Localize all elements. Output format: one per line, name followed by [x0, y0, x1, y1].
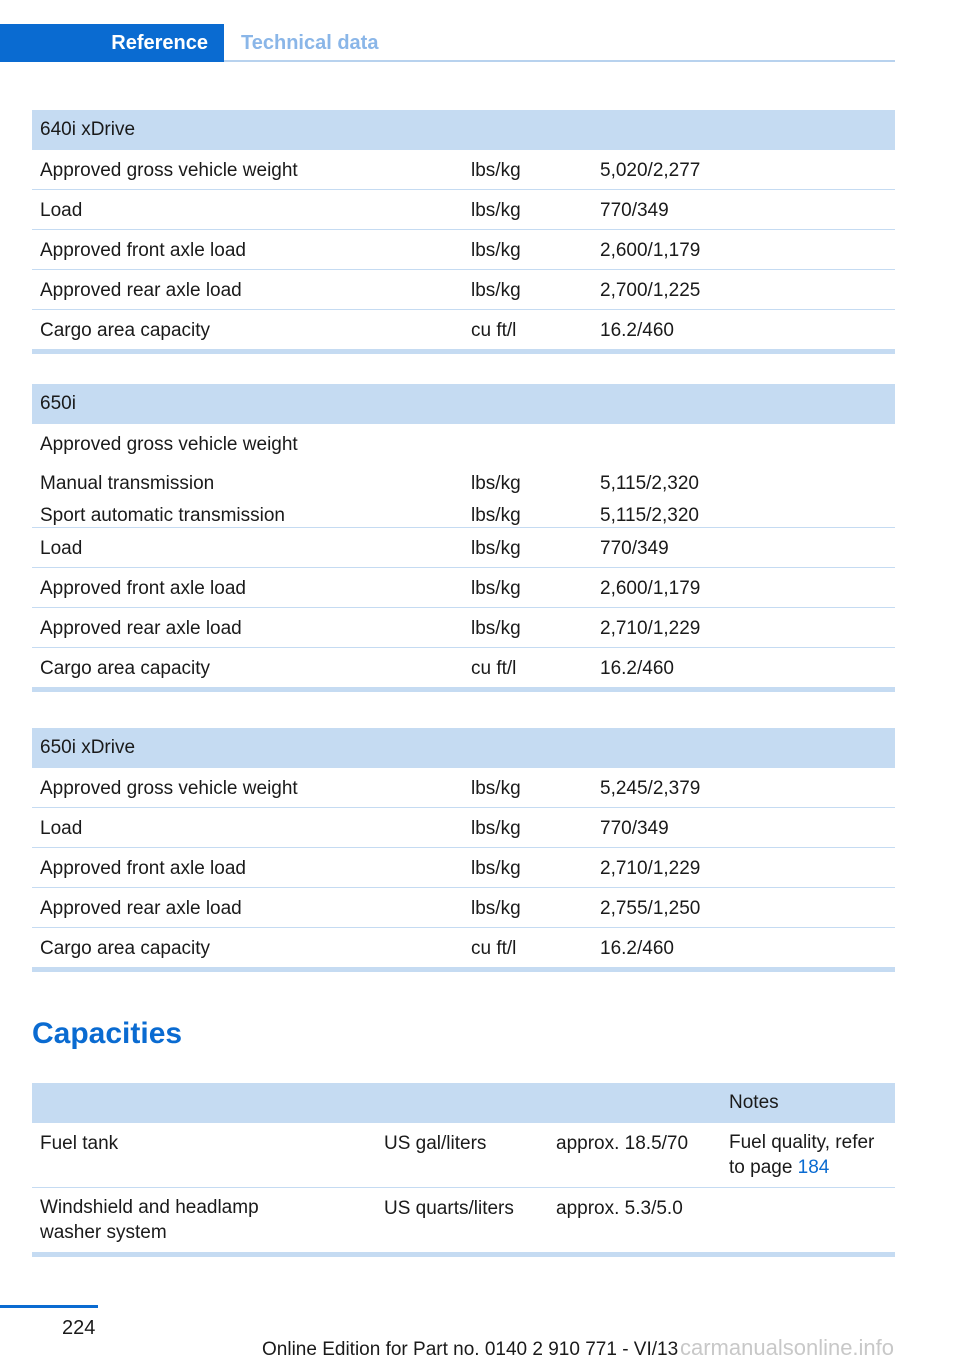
row-unit: lbs/kg — [471, 200, 521, 221]
table-title: 640i xDrive — [32, 110, 895, 150]
row-label: Approved front axle load — [40, 858, 246, 879]
capacity-value: approx. 18.5/70 — [556, 1133, 689, 1154]
notes-header: Notes — [729, 1092, 779, 1113]
table-row — [32, 808, 895, 848]
table-row — [32, 150, 895, 190]
row-value: 5,115/2,320 — [600, 505, 699, 526]
capacities-heading: Capacities — [32, 1017, 183, 1050]
table-row — [32, 888, 895, 928]
row-value: 16.2/460 — [600, 320, 674, 341]
row-unit: cu ft/l — [471, 320, 517, 341]
section-title[interactable]: Technical data — [241, 32, 379, 54]
row-label: Load — [40, 818, 83, 839]
page-link[interactable]: 184 — [797, 1157, 830, 1178]
table-row — [32, 190, 895, 230]
row-label: Cargo area capacity — [40, 938, 211, 959]
reference-tab[interactable]: Reference — [0, 24, 224, 62]
row-unit: lbs/kg — [471, 898, 521, 919]
table-row — [32, 608, 895, 648]
capacity-unit: US quarts/liters — [384, 1198, 514, 1219]
table-row — [32, 270, 895, 310]
table-row — [32, 648, 895, 688]
row-unit: cu ft/l — [471, 658, 517, 679]
note-text: Fuel quality, refer to page — [729, 1132, 875, 1178]
capacity-value: approx. 5.3/5.0 — [556, 1198, 683, 1219]
row-label: Cargo area capacity — [40, 658, 211, 679]
row-value: 5,115/2,320 — [600, 473, 699, 494]
row-unit: lbs/kg — [471, 160, 521, 181]
table-row — [32, 1123, 895, 1188]
row-sublabel: Sport automatic transmission — [40, 505, 285, 526]
table-row — [32, 568, 895, 608]
row-value: 5,245/2,379 — [600, 778, 701, 799]
row-label: Load — [40, 538, 83, 559]
row-value: 770/349 — [600, 200, 669, 221]
table-title: 650i xDrive — [32, 728, 895, 768]
row-value: 2,755/1,250 — [600, 898, 701, 919]
table-row — [32, 768, 895, 808]
row-unit: lbs/kg — [471, 505, 521, 526]
capacity-item: Fuel tank — [40, 1133, 119, 1154]
row-value: 2,710/1,229 — [600, 858, 701, 879]
table-row — [32, 1188, 895, 1253]
table-row — [32, 310, 895, 350]
table-650i-xdrive — [32, 728, 895, 972]
table-title: 650i — [32, 384, 895, 424]
row-unit: lbs/kg — [471, 818, 521, 839]
row-value: 2,710/1,229 — [600, 618, 701, 639]
row-unit: lbs/kg — [471, 280, 521, 301]
row-unit: lbs/kg — [471, 240, 521, 261]
table-640i-xdrive — [32, 110, 895, 354]
row-unit: lbs/kg — [471, 618, 521, 639]
row-unit: lbs/kg — [471, 778, 521, 799]
page-header — [0, 0, 960, 62]
row-unit: lbs/kg — [471, 858, 521, 879]
row-value: 770/349 — [600, 818, 669, 839]
table-row — [32, 230, 895, 270]
row-value: 2,700/1,225 — [600, 280, 701, 301]
row-unit: lbs/kg — [471, 578, 521, 599]
edition-info: Online Edition for Part no. 0140 2 910 771 - VI/13 — [262, 1339, 679, 1360]
table-row — [32, 528, 895, 568]
capacities-header-row — [32, 1083, 895, 1123]
watermark: carmanualsonline.info — [680, 1335, 895, 1360]
page-number: 224 — [62, 1317, 96, 1339]
table-row — [32, 928, 895, 968]
row-value: 2,600/1,179 — [600, 578, 701, 599]
row-sublabel: Manual transmission — [40, 473, 215, 494]
row-value: 770/349 — [600, 538, 669, 559]
row-value: 5,020/2,277 — [600, 160, 701, 181]
row-unit: lbs/kg — [471, 538, 521, 559]
row-label: Approved front axle load — [40, 578, 246, 599]
row-unit: cu ft/l — [471, 938, 517, 959]
table-row — [32, 848, 895, 888]
capacity-note — [729, 1130, 894, 1180]
capacity-item: Windshield and headlamp washer system — [40, 1197, 259, 1243]
footer-accent-line — [0, 1305, 98, 1308]
row-unit: lbs/kg — [471, 473, 521, 494]
row-label: Approved front axle load — [40, 240, 246, 261]
row-label: Approved rear axle load — [40, 898, 242, 919]
table-row — [32, 424, 895, 528]
row-label: Approved rear axle load — [40, 280, 242, 301]
table-capacities — [32, 1083, 895, 1257]
row-label: Approved gross vehicle weight — [40, 160, 298, 181]
row-label: Approved rear axle load — [40, 618, 242, 639]
row-label: Approved gross vehicle weight — [40, 434, 298, 455]
capacity-unit: US gal/liters — [384, 1133, 487, 1154]
row-value: 16.2/460 — [600, 938, 674, 959]
row-label: Approved gross vehicle weight — [40, 778, 298, 799]
row-value: 16.2/460 — [600, 658, 674, 679]
row-label: Cargo area capacity — [40, 320, 211, 341]
row-label: Load — [40, 200, 83, 221]
table-650i — [32, 384, 895, 692]
header-divider — [224, 60, 895, 62]
row-value: 2,600/1,179 — [600, 240, 701, 261]
